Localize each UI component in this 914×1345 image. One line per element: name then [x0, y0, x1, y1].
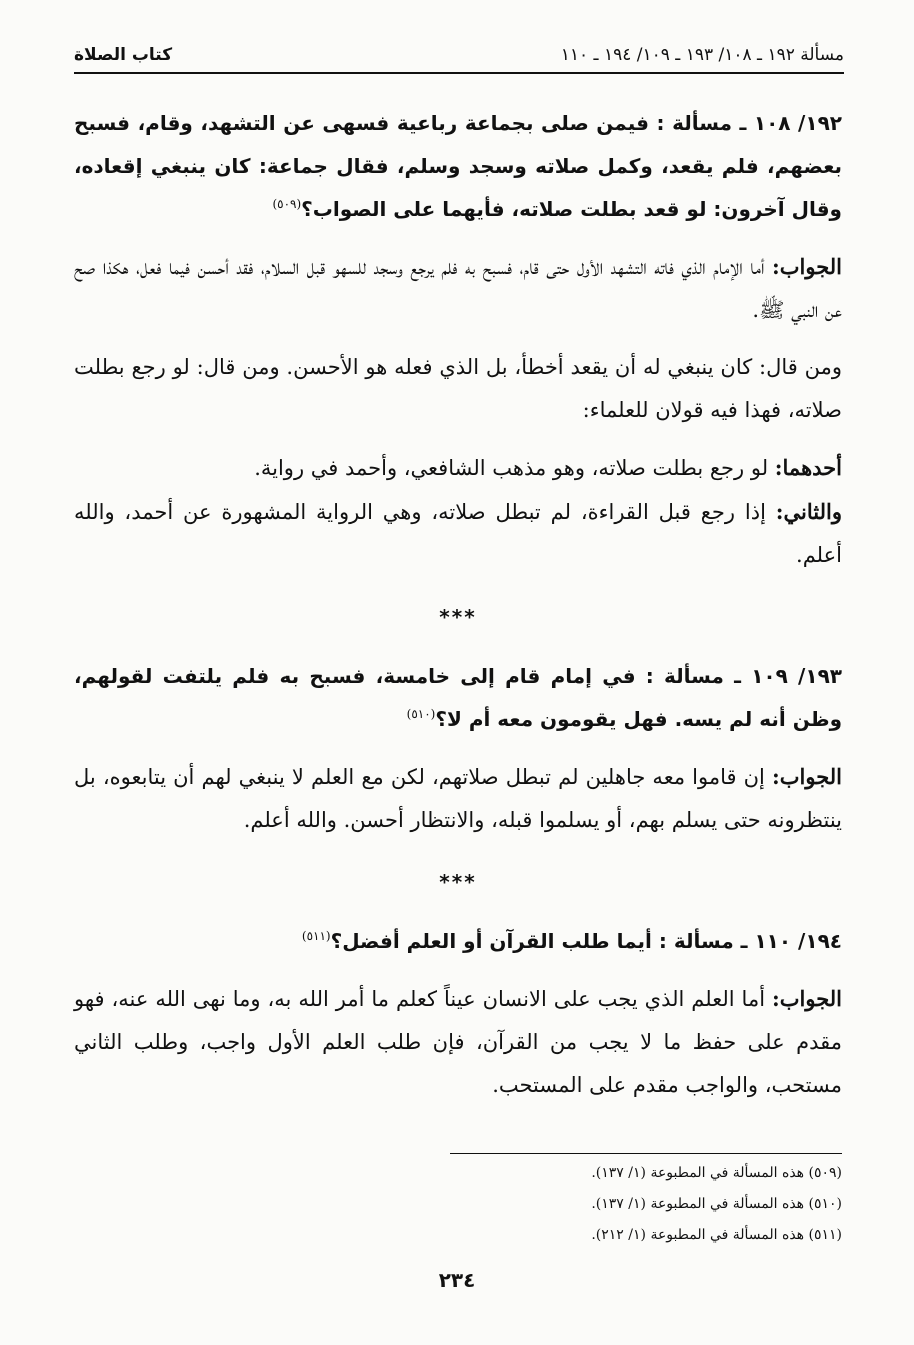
question-heading: ١٩٤/ ١١٠ ـ مسألة :: [658, 929, 842, 953]
opinion-second-text: إذا رجع قبل القراءة، لم تبطل صلاته، وهي الرواية المشهورة عن أحمد، والله أعلم.: [74, 500, 842, 567]
answer-194: [74, 977, 842, 1107]
question-194: [74, 920, 842, 963]
answer-192-para2: ومن قال: كان ينبغي له أن يقعد أخطأ، بل الذي فعله هو الأحسن. ومن قال: لو رجع بطلت صلاته، فهذا فيه قولان للعلماء:: [74, 355, 842, 422]
question-193: [74, 655, 842, 741]
opinion-first-text: لو رجع بطلت صلاته، وهو مذهب الشافعي، وأحمد في رواية.: [254, 456, 775, 480]
section-separator: ***: [439, 870, 477, 894]
answer-text: أما العلم الذي يجب على الانسان عيناً كعلم ما أمر الله به، وما نهى الله عنه، فهو مقدم على حفظ ما لا يجب من القرآن، فإن طلب العلم الأول واجب، وطلب الثاني مستحب، والواجب مقدم على المستحب.: [74, 987, 842, 1097]
answer-label: الجواب:: [772, 986, 842, 1011]
book-title: كتاب الصلاة: [74, 45, 173, 65]
opinion-second: [74, 490, 842, 577]
running-title: مسألة ١٩٢ ـ ١٠٨/ ١٩٣ ـ ١٠٩/ ١٩٤ ـ ١١٠: [560, 45, 844, 65]
question-text: فيمن صلى بجماعة رباعية فسهى عن التشهد، وقام، فسبح بعضهم، فلم يقعد، وكمل صلاته وسجد وسلم، فقال جماعة: كان ينبغي إقعاده، وقال آخرون: لو قعد بطلت صلاته، فأيهما على الصواب؟: [74, 111, 842, 221]
question-text: أيما طلب القرآن أو العلم أفضل؟: [330, 929, 659, 953]
question-192: [74, 102, 842, 231]
footnote-ref: (٥٠٩): [272, 197, 302, 211]
footnote-509: (٥٠٩) هذه المسألة في المطبوعة (١/ ١٣٧).: [591, 1165, 842, 1181]
page-header: [74, 38, 844, 74]
question-heading: ١٩٢/ ١٠٨ ـ مسألة :: [656, 111, 842, 135]
question-text: في إمام قام إلى خامسة، فسبح به فلم يلتفت لقولهم، وظن أنه لم يسه. فهل يقومون معه أم لا؟: [74, 664, 842, 731]
answer-193: [74, 755, 842, 842]
answer-text: إن قاموا معه جاهلين لم تبطل صلاتهم، لكن مع العلم لا ينبغي لهم أن يتابعوه، بل ينتظرونه حتى يسلم بهم، أو يسلموا قبله، والانتظار أحسن. والله أعلم.: [74, 765, 842, 832]
footnote-510: (٥١٠) هذه المسألة في المطبوعة (١/ ١٣٧).: [591, 1196, 842, 1212]
footnote-ref: (٥١١): [301, 929, 331, 943]
opinion-first: [74, 446, 842, 490]
answer-192: [74, 245, 842, 332]
footnote-511: (٥١١) هذه المسألة في المطبوعة (١/ ٢١٢).: [591, 1227, 842, 1243]
footnotes: [450, 1153, 842, 1251]
question-heading: ١٩٣/ ١٠٩ ـ مسألة :: [645, 664, 842, 688]
opinion-second-label: والثاني:: [775, 499, 842, 524]
answer-text: أما الإمام الذي فاته التشهد الأول حتى قام، فسبح به فلم يرجع وسجد للسهو قبل السلام، فقد أحسن فيما فعل، هكذا صح عن النبي ﷺ.: [74, 255, 842, 322]
footnote-ref: (٥١٠): [406, 707, 436, 721]
page-number: ٢٣٤: [438, 1268, 476, 1292]
page-content: [74, 102, 842, 1121]
answer-label: الجواب:: [772, 764, 842, 789]
answer-label: الجواب:: [772, 254, 842, 279]
opinion-first-label: أحدهما:: [774, 455, 842, 480]
section-separator: ***: [439, 605, 477, 629]
